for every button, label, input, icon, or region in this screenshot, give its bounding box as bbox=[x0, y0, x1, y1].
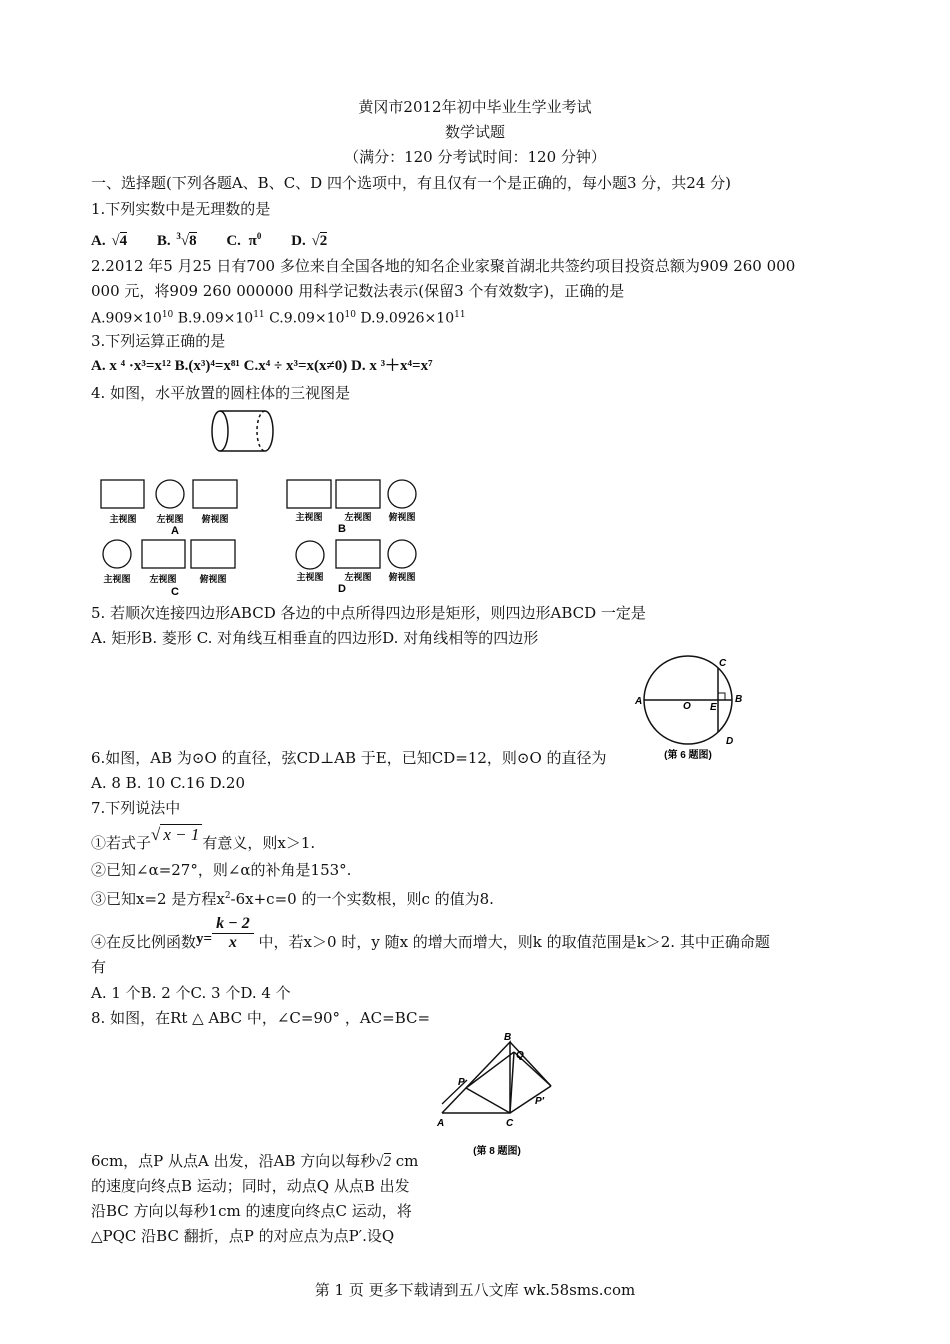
q8-stem: 8. 如图，在Rt △ ABC 中，∠C=90° ，AC=BC= bbox=[91, 1009, 431, 1027]
q4-stem: 4. 如图，水平放置的圆柱体的三视图是 bbox=[91, 384, 351, 402]
exam-subject: 数学试题 bbox=[444, 123, 505, 141]
cylinder-drawing bbox=[212, 411, 273, 451]
q8-label-b: B bbox=[504, 1032, 512, 1043]
q8-label-p: P bbox=[458, 1077, 465, 1088]
q1-option-b-value: $^3$√8 bbox=[176, 231, 197, 249]
q4-d-top-label: 俯视图 bbox=[388, 572, 416, 582]
q8-line5: △PQC 沿BC 翻折，点P 的对应点为点P′.设Q bbox=[91, 1227, 395, 1245]
q4-a-main-label: 主视图 bbox=[109, 514, 137, 524]
q1-option-c-label: C. bbox=[226, 233, 241, 249]
q7-item2: ②已知∠α=27°，则∠α的补角是153°. bbox=[91, 861, 352, 879]
q5-options: A. 矩形B. 菱形 C. 对角线互相垂直的四边形D. 对角线相等的四边形 bbox=[91, 629, 539, 647]
q1-option-a-value: √4 bbox=[111, 233, 128, 249]
q2-line2: 000 元，将909 260 000000 用科学记数法表示(保留3 个有效数字)，正确的是 bbox=[91, 282, 625, 300]
q7-item1-radical: √ x − 1 bbox=[151, 821, 202, 849]
q1-stem: 1.下列实数中是无理数的是 bbox=[91, 200, 271, 218]
q4-option-b-letter: B bbox=[338, 523, 346, 535]
q8-label-c: C bbox=[506, 1118, 514, 1129]
q1-options bbox=[91, 226, 327, 251]
q4-option-a-letter: A bbox=[171, 525, 179, 537]
q6-label-a: A bbox=[635, 696, 643, 707]
q1-option-d-label: D. bbox=[291, 233, 306, 249]
q8-triangle-figure bbox=[432, 1030, 562, 1160]
exam-info: （满分：120 分考试时间：120 分钟） bbox=[344, 148, 606, 166]
q7-item4: ④在反比例函数y= $\frac{k - 2}{x}$ 中，若x＞0 时，y 随x 的增大而增大，则k 的取值范围是k＞2. 其中正确命题 bbox=[91, 915, 770, 951]
q6-circle-figure bbox=[628, 652, 748, 764]
page-footer: 第 1 页 更多下载请到五八文库 wk.58sms.com bbox=[314, 1281, 636, 1299]
q4-b-left-label: 左视图 bbox=[344, 512, 372, 522]
q6-label-e: E bbox=[710, 702, 717, 713]
q4-a-left-label: 左视图 bbox=[156, 514, 184, 524]
q4-d-left-label: 左视图 bbox=[344, 572, 372, 582]
q8-line2: 6cm，点P 从点A 出发，沿AB 方向以每秒√2 cm bbox=[91, 1152, 419, 1170]
q7-item1: ①若式子√ x − 1 有意义，则x＞1. bbox=[91, 829, 315, 857]
q4-c-left-label: 左视图 bbox=[149, 574, 177, 584]
q8-label-a: A bbox=[437, 1118, 445, 1129]
q1-option-c-value: $\pi^0$ bbox=[248, 231, 262, 249]
q4-a-top-label: 俯视图 bbox=[201, 514, 229, 524]
q4-b-top-label: 俯视图 bbox=[388, 512, 416, 522]
q3-options: A. x ⁴ ·x³=x¹² B.(x³)⁴=x⁸¹ C.x⁴ ÷ x³=x(x≠0) D. x ³＋x⁴=x⁷ bbox=[91, 358, 433, 374]
q3-stem: 3.下列运算正确的是 bbox=[91, 332, 226, 350]
q2-options: $A.909\times 10^{10}$ $B.9.09\times 10^{11}$ $C.9.09\times 10^{10}$ $D.9.0926\times 10^{11}$ bbox=[91, 310, 466, 327]
q1-option-b-label: B. bbox=[156, 233, 171, 249]
exam-title: 黄冈市2012年初中毕业生学业考试 bbox=[358, 98, 592, 116]
q6-figure-caption: (第 6 题图) bbox=[664, 750, 712, 761]
q4-option-c-letter: C bbox=[171, 586, 179, 598]
q6-label-c: C bbox=[719, 658, 727, 669]
q8-label-p-prime: P′ bbox=[535, 1096, 545, 1107]
q6-options: A. 8 B. 10 C.16 D.20 bbox=[91, 774, 246, 792]
q7-item3: ③已知x=2 是方程$x^2-6x+c=0$ 的一个实数根，则c 的值为8. bbox=[91, 890, 494, 908]
q1-option-d-value: √2 bbox=[311, 233, 328, 249]
q4-option-d-letter: D bbox=[338, 583, 346, 595]
section-heading: 一、选择题(下列各题A、B、C、D 四个选项中，有且仅有一个是正确的，每小题3 分，共24 分) bbox=[91, 174, 732, 192]
q7-item4-fraction: $\frac{k - 2}{x}$ bbox=[212, 915, 254, 952]
q6-label-o: O bbox=[683, 701, 691, 712]
q6-stem: 6.如图，AB 为⊙O 的直径，弦CD⊥AB 于E，已知CD=12，则⊙O 的直径为 bbox=[91, 749, 607, 767]
q5-stem: 5. 若顺次连接四边形ABCD 各边的中点所得四边形是矩形，则四边形ABCD 一定是 bbox=[91, 604, 646, 622]
q8-line3: 的速度向终点B 运动；同时，动点Q 从点B 出发 bbox=[91, 1177, 410, 1195]
q8-label-q: Q bbox=[516, 1050, 524, 1061]
q4-c-top-label: 俯视图 bbox=[199, 574, 227, 584]
q1-option-a-label: A. bbox=[91, 233, 106, 249]
q2-line1: 2.2012 年5 月25 日有700 多位来自全国各地的知名企业家聚首湖北共签约项目投资总额为909 260 000 bbox=[91, 257, 796, 275]
q7-item4-tail: 有 bbox=[91, 958, 107, 976]
q4-c-main-label: 主视图 bbox=[103, 574, 131, 584]
q8-figure-caption: (第 8 题图) bbox=[473, 1146, 521, 1157]
q4-b-main-label: 主视图 bbox=[295, 512, 323, 522]
q7-options: A. 1 个B. 2 个C. 3 个D. 4 个 bbox=[91, 984, 291, 1002]
q8-line4: 沿BC 方向以每秒1cm 的速度向终点C 运动，将 bbox=[91, 1202, 412, 1220]
q4-options-b-d-figure bbox=[280, 470, 430, 595]
q4-d-main-label: 主视图 bbox=[296, 572, 324, 582]
q6-label-b: B bbox=[735, 694, 743, 705]
q7-stem: 7.下列说法中 bbox=[91, 799, 181, 817]
q6-label-d: D bbox=[726, 736, 734, 747]
